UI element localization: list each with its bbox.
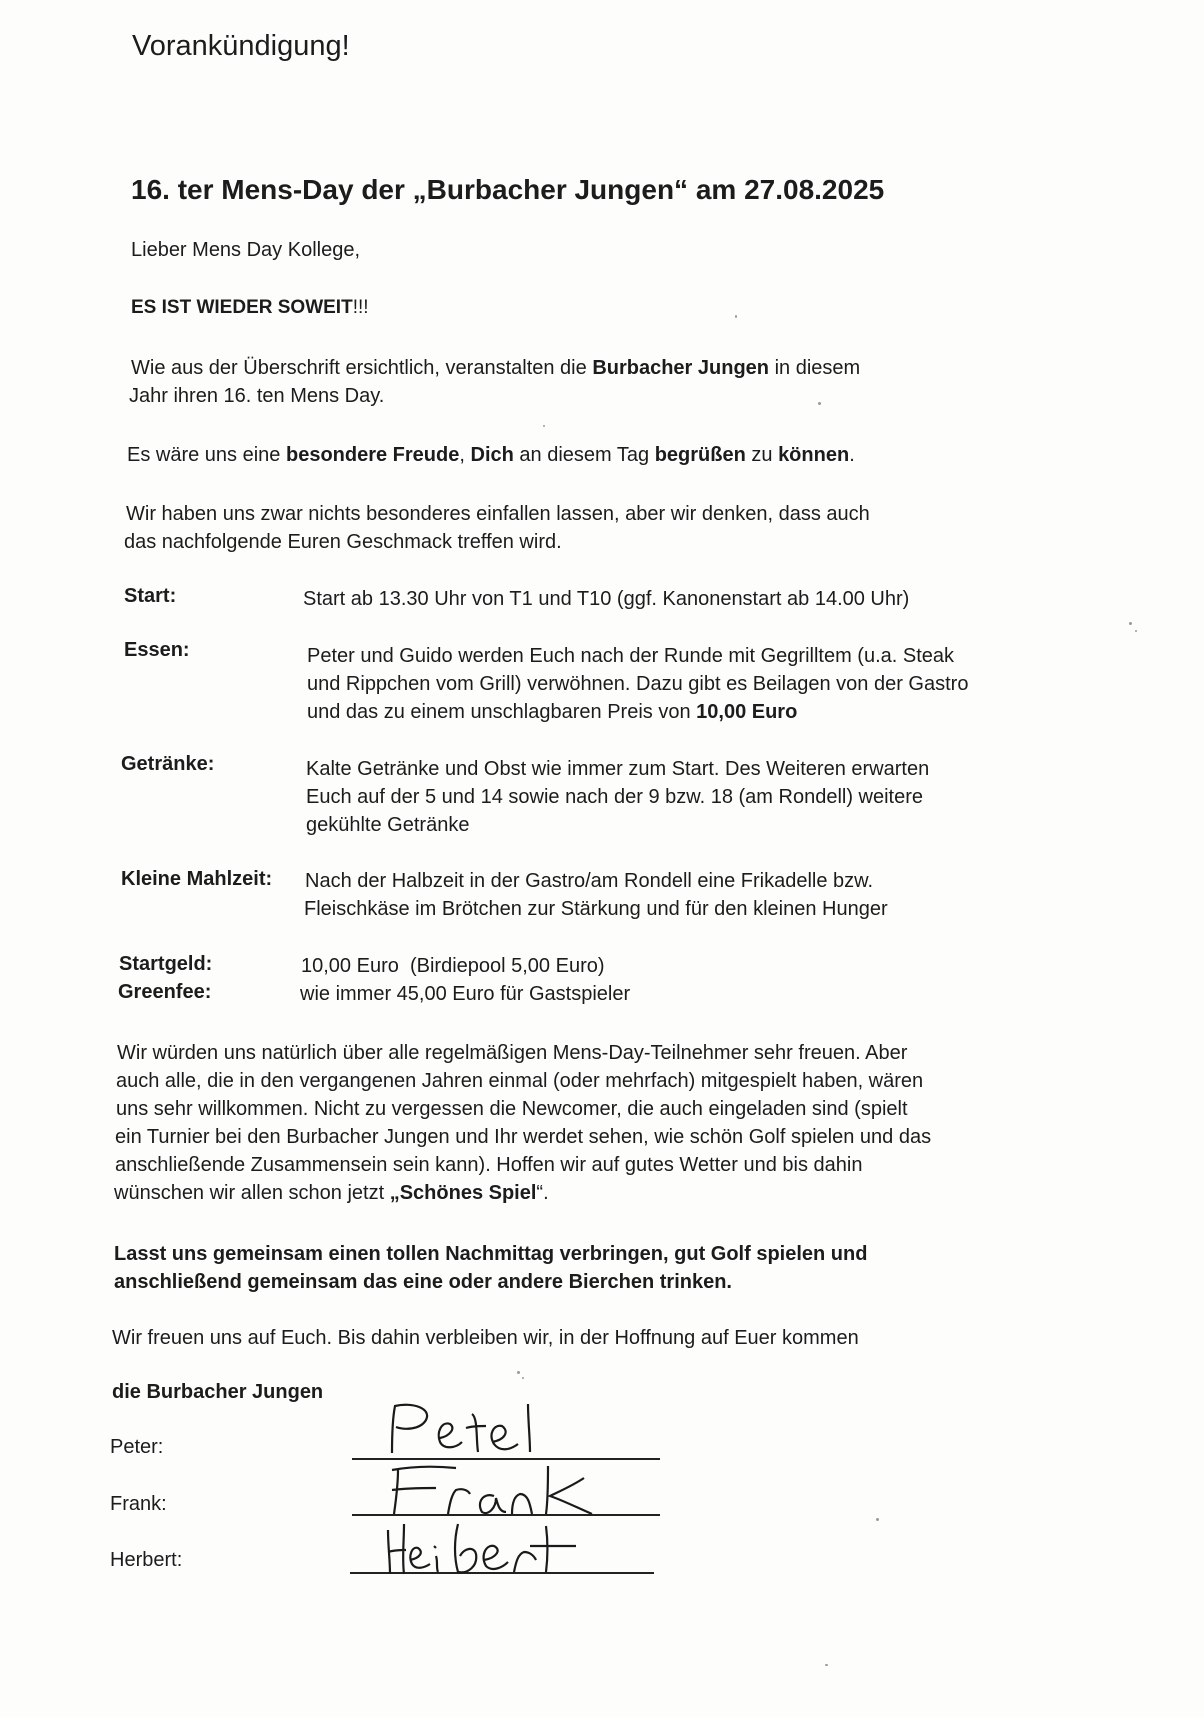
joy-bold-1: besondere Freude (285, 444, 460, 466)
joy-text-1: Es wäre uns eine (127, 444, 286, 466)
mahlzeit-line-1: Nach der Halbzeit in der Gastro/am Rondell eine Frikadelle bzw. (305, 870, 874, 892)
mahlzeit-label: Kleine Mahlzeit: (121, 868, 273, 890)
welcome-line-4: ein Turnier bei den Burbacher Jungen und Ihr werdet sehen, wie schön Golf spielen und das (115, 1126, 932, 1148)
scan-speck (876, 1518, 879, 1521)
joy-bold-2: Dich (470, 444, 514, 466)
essen-line-2: und Rippchen vom Grill) verwöhnen. Dazu gibt es Beilagen von der Gastro (307, 673, 969, 695)
intro-bold: Burbacher Jungen (592, 357, 770, 379)
getraenke-line-3: gekühlte Getränke (306, 814, 470, 836)
joy-line (127, 441, 855, 469)
scan-speck (543, 425, 545, 427)
scan-speck (517, 1371, 520, 1374)
announcement (131, 294, 369, 322)
herbert-label: Herbert: (110, 1549, 183, 1571)
getraenke-line-1: Kalte Getränke und Obst wie immer zum Start. Des Weiteren erwarten (306, 758, 930, 780)
start-text: Start ab 13.30 Uhr von T1 und T10 (ggf. Kanonenstart ab 14.00 Uhr) (303, 588, 910, 610)
group-signature: die Burbacher Jungen (112, 1381, 324, 1403)
frank-label: Frank: (110, 1493, 167, 1515)
essen-label: Essen: (124, 639, 190, 661)
mahlzeit-line-2: Fleischkäse im Brötchen zur Stärkung und für den kleinen Hunger (304, 898, 888, 920)
scan-speck (522, 1377, 524, 1379)
welcome-highlight: „Schönes Spiel (389, 1182, 537, 1204)
announcement-bold: ES IST WIEDER SOWEIT (131, 297, 353, 318)
closing-line-1: Lasst uns gemeinsam einen tollen Nachmittag verbringen, gut Golf spielen und (114, 1243, 868, 1265)
welcome-line-1: Wir würden uns natürlich über alle regelmäßigen Mens-Day-Teilnehmer sehr freuen. Aber (117, 1042, 908, 1064)
herbert-signature (350, 1516, 656, 1578)
welcome-line-5: anschließende Zusammensein sein kann). Hoffen wir auf gutes Wetter und bis dahin (115, 1154, 863, 1176)
start-label: Start: (124, 585, 177, 607)
preheading: Vorankündigung! (132, 30, 350, 62)
joy-text-2: , (459, 444, 471, 466)
notice-line-2: das nachfolgende Euren Geschmack treffen wird. (124, 531, 562, 553)
intro-text-post: in diesem (769, 357, 861, 379)
joy-bold-3: begrüßen (654, 444, 746, 466)
farewell: Wir freuen uns auf Euch. Bis dahin verbleiben wir, in der Hoffnung auf Euer kommen (112, 1327, 859, 1349)
peter-signature (352, 1398, 662, 1462)
getraenke-label: Getränke: (121, 753, 215, 775)
welcome-line-6-text: wünschen wir allen schon jetzt (114, 1182, 390, 1204)
joy-text-3: an diesem Tag (513, 444, 655, 466)
joy-text-5: . (849, 444, 855, 466)
closing-line-2: anschließend gemeinsam das eine oder andere Bierchen trinken. (114, 1271, 732, 1293)
greenfee-label: Greenfee: (118, 981, 212, 1003)
welcome-line-6-end: “. (536, 1182, 549, 1204)
salutation: Lieber Mens Day Kollege, (131, 239, 361, 261)
essen-line-1: Peter und Guido werden Euch nach der Runde mit Gegrilltem (u.a. Steak (307, 645, 955, 667)
essen-price: 10,00 Euro (696, 701, 798, 723)
scan-speck (735, 315, 737, 318)
scan-speck (818, 402, 821, 405)
announcement-exclamations: !!! (352, 297, 369, 318)
essen-line-3 (307, 698, 797, 726)
welcome-line-6 (114, 1179, 549, 1207)
welcome-line-2: auch alle, die in den vergangenen Jahren einmal (oder mehrfach) mitgespielt haben, wären (116, 1070, 924, 1092)
intro-line-1 (131, 354, 860, 382)
peter-label: Peter: (110, 1436, 164, 1458)
scan-speck (1135, 630, 1137, 632)
welcome-line-3: uns sehr willkommen. Nicht zu vergessen die Newcomer, die auch eingeladen sind (spielt (116, 1098, 908, 1120)
startgeld-text: 10,00 Euro (Birdiepool 5,00 Euro) (301, 955, 605, 977)
joy-text-4: zu (745, 444, 779, 466)
intro-line-2: Jahr ihren 16. ten Mens Day. (129, 385, 385, 407)
joy-bold-4: können (778, 444, 850, 466)
intro-text: Wie aus der Überschrift ersichtlich, veranstalten die (131, 357, 593, 379)
notice-line-1: Wir haben uns zwar nichts besonderes einfallen lassen, aber wir denken, dass auch (126, 503, 870, 525)
page-title: 16. ter Mens-Day der „Burbacher Jungen“ am 27.08.2025 (131, 174, 885, 205)
frank-signature (352, 1460, 662, 1520)
scan-speck (1129, 622, 1132, 625)
greenfee-text: wie immer 45,00 Euro für Gastspieler (300, 983, 631, 1005)
essen-line-3-text: und das zu einem unschlagbaren Preis von (307, 701, 697, 723)
getraenke-line-2: Euch auf der 5 und 14 sowie nach der 9 bzw. 18 (am Rondell) weitere (306, 786, 924, 808)
scan-speck (825, 1664, 828, 1666)
startgeld-label: Startgeld: (119, 953, 213, 975)
